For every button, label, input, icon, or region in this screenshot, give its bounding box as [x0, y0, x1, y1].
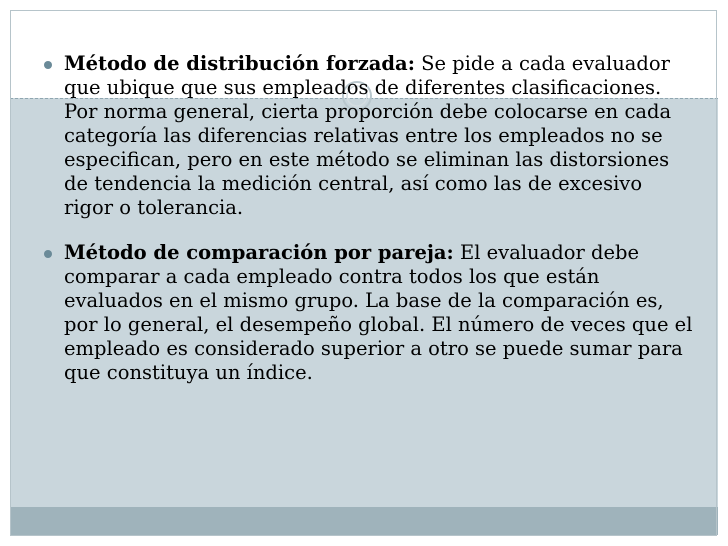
slide-content — [44, 52, 694, 406]
bullet-text: Se pide a cada evaluador que ubique que sus empleados de diferentes clasificaciones. Por norma general, cierta proporción debe colocarse en cada categoría las diferencias relativas entre los empleados no se especifican, pero en este método se eliminan las distorsiones de tendencia la medición central, así como las de excesivo rigor o tolerancia. — [64, 52, 672, 219]
bullet-dot-icon — [44, 61, 52, 69]
bullet-text: El evaluador debe comparar a cada empleado contra todos los que están evaluados en el mismo grupo. La base de la comparación es, por lo general, el desempeño global. El número de veces que el empleado es considerado superior a otro se puede sumar para que constituya un índice. — [64, 241, 693, 384]
bullet-item-forced-distribution — [44, 52, 694, 220]
bullet-dot-icon — [44, 250, 52, 258]
bullet-title: Método de distribución forzada: — [64, 52, 415, 75]
bullet-title: Método de comparación por pareja: — [64, 241, 454, 264]
bullet-item-paired-comparison — [44, 241, 694, 385]
